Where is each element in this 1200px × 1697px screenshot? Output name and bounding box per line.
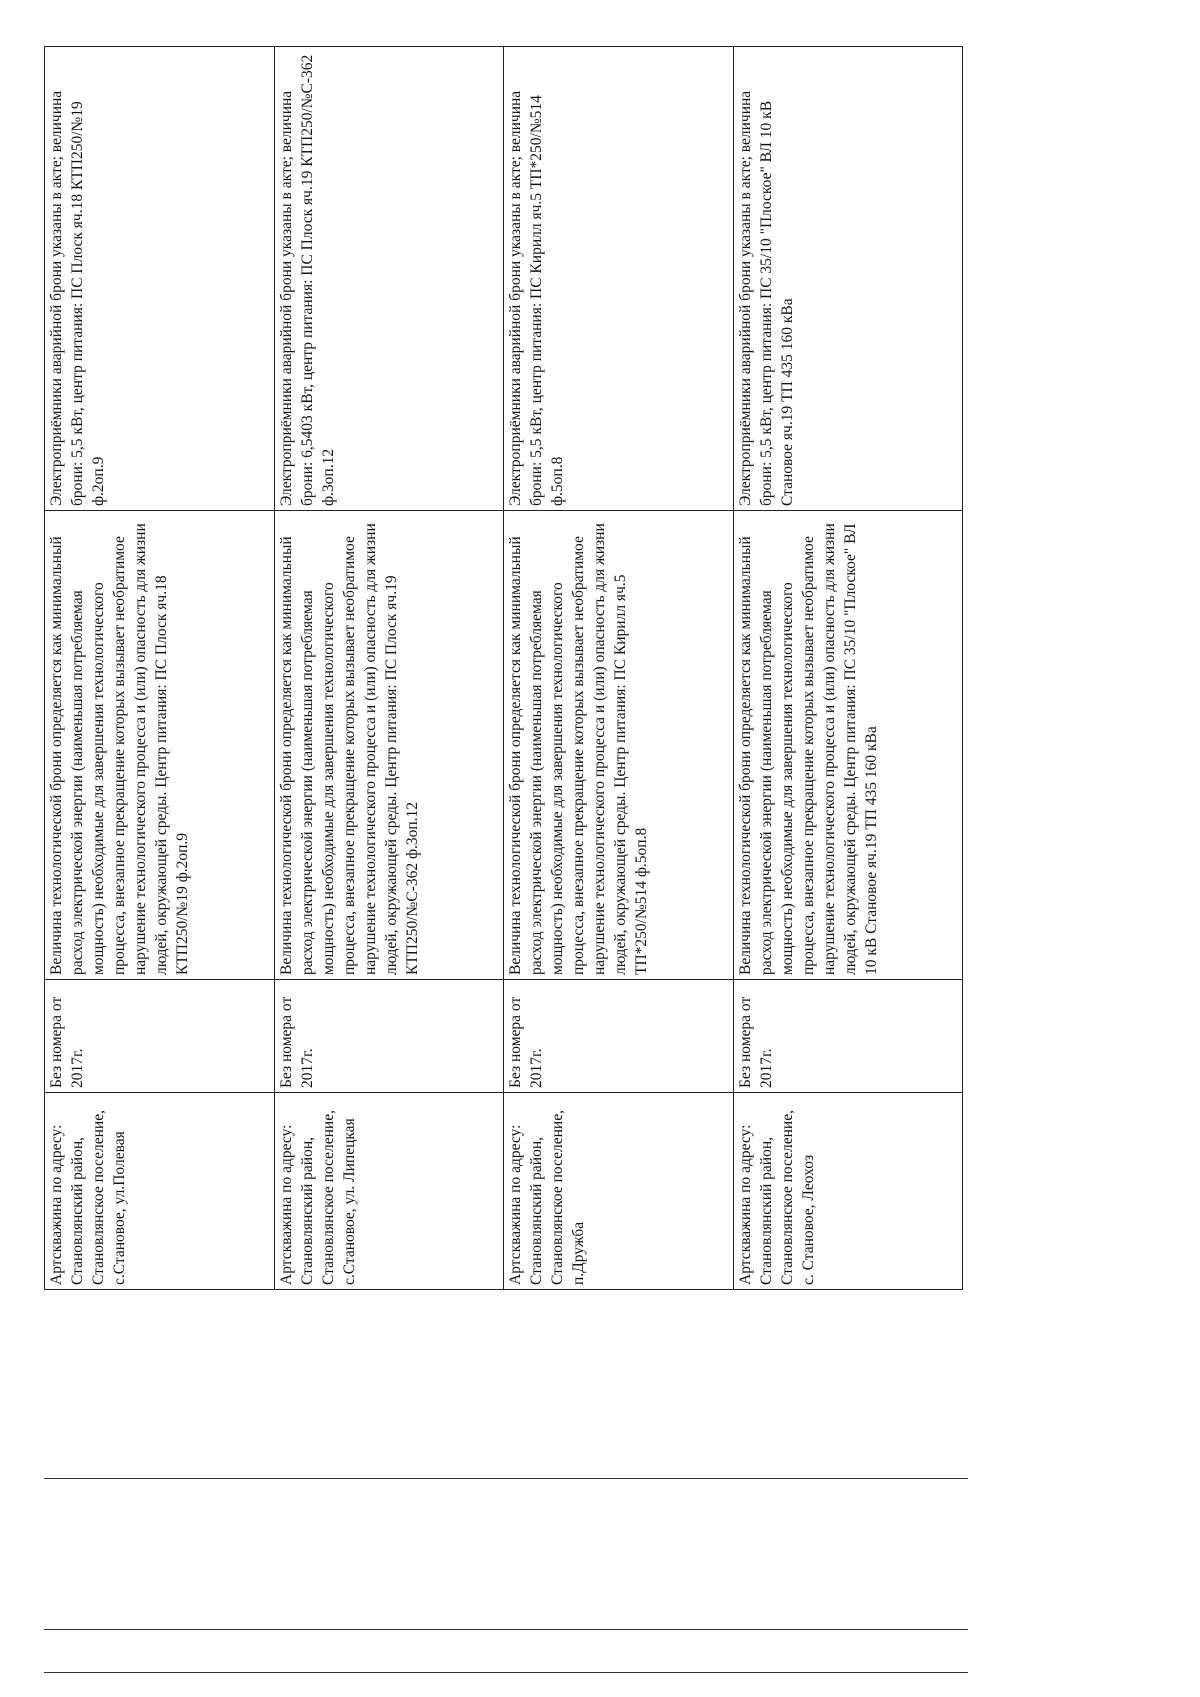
object-address-cell: Артскважина по адресу: Становлянский район, Становлянское поселение, с.Становое, ул.Полевая (45, 1093, 275, 1290)
signature-line (44, 1478, 968, 1479)
object-address-cell: Артскважина по адресу: Становлянский район, Становлянское поселение, с. Становое, Леохоз (733, 1093, 963, 1290)
act-cell: Без номера от 2017г. (274, 980, 504, 1093)
signature-line (44, 1629, 968, 1630)
tech-reserve-cell: Величина технологической брони определяется как минимальный расход электрической энергии (наименьшая потребляемая мощность) необходимые для завершения технологического процесса, внезапное прекращение которых вызывает необратимое нарушение технологического процесса и (или) опасность для жизни людей, окружающей среды. Центр питания: ПС 35/10 "Плоское" ВЛ 10 кВ Становое яч.19 ТП 435 160 кВа (733, 511, 963, 980)
table-row (274, 47, 504, 1290)
act-cell: Без номера от 2017г. (504, 980, 734, 1093)
act-cell: Без номера от 2017г. (45, 980, 275, 1093)
table-row (733, 47, 963, 1290)
object-address-cell: Артскважина по адресу: Становлянский район, Становлянское поселение, с.Становое, ул. Липецкая (274, 1093, 504, 1290)
tech-reserve-cell: Величина технологической брони определяется как минимальный расход электрической энергии (наименьшая потребляемая мощность) необходимые для завершения технологического процесса, внезапное прекращение которых вызывает необратимое нарушение технологического процесса и (или) опасность для жизни людей, окружающей среды. Центр питания: ПС Кирилл яч.5 ТП*250/№514 ф.5оп.8 (504, 511, 734, 980)
table-row (45, 47, 275, 1290)
emergency-reserve-cell: Электроприёмники аварийной брони указаны в акте; величина брони: 5,5 кВт, центр питания: ПС Кирилл яч.5 ТП*250/№514 ф.5оп.8 (504, 47, 734, 511)
emergency-reserve-cell: Электроприёмники аварийной брони указаны в акте; величина брони: 5,5 кВт, центр питания: ПС 35/10 "Плоское" ВЛ 10 кВ Становое яч.19 ТП 435 160 кВа (733, 47, 963, 511)
object-address-cell: Артскважина по адресу: Становлянский район, Становлянское поселение, п.Дружба (504, 1093, 734, 1290)
reserve-table (44, 46, 963, 1290)
table-row (504, 47, 734, 1290)
emergency-reserve-cell: Электроприёмники аварийной брони указаны в акте; величина брони: 5,5 кВт, центр питания: ПС Плоск яч.18 КТП250/№19 ф.2оп.9 (45, 47, 275, 511)
signature-line (44, 1672, 968, 1673)
tech-reserve-cell: Величина технологической брони определяется как минимальный расход электрической энергии (наименьшая потребляемая мощность) необходимые для завершения технологического процесса, внезапное прекращение которых вызывает необратимое нарушение технологического процесса и (или) опасность для жизни людей, окружающей среды. Центр питания: ПС Плоск яч.19 КТП250/№С-362 ф.3оп.12 (274, 511, 504, 980)
tech-reserve-cell: Величина технологической брони определяется как минимальный расход электрической энергии (наименьшая потребляемая мощность) необходимые для завершения технологического процесса, внезапное прекращение которых вызывает необратимое нарушение технологического процесса и (или) опасность для жизни людей, окружающей среды. Центр питания: ПС Плоск яч.18 КТП250/№19 ф.2оп.9 (45, 511, 275, 980)
act-cell: Без номера от 2017г. (733, 980, 963, 1093)
emergency-reserve-cell: Электроприёмники аварийной брони указаны в акте; величина брони: 6,5403 кВт, центр питания: ПС Плоск яч.19 КТП250/№С-362 ф.3оп.12 (274, 47, 504, 511)
